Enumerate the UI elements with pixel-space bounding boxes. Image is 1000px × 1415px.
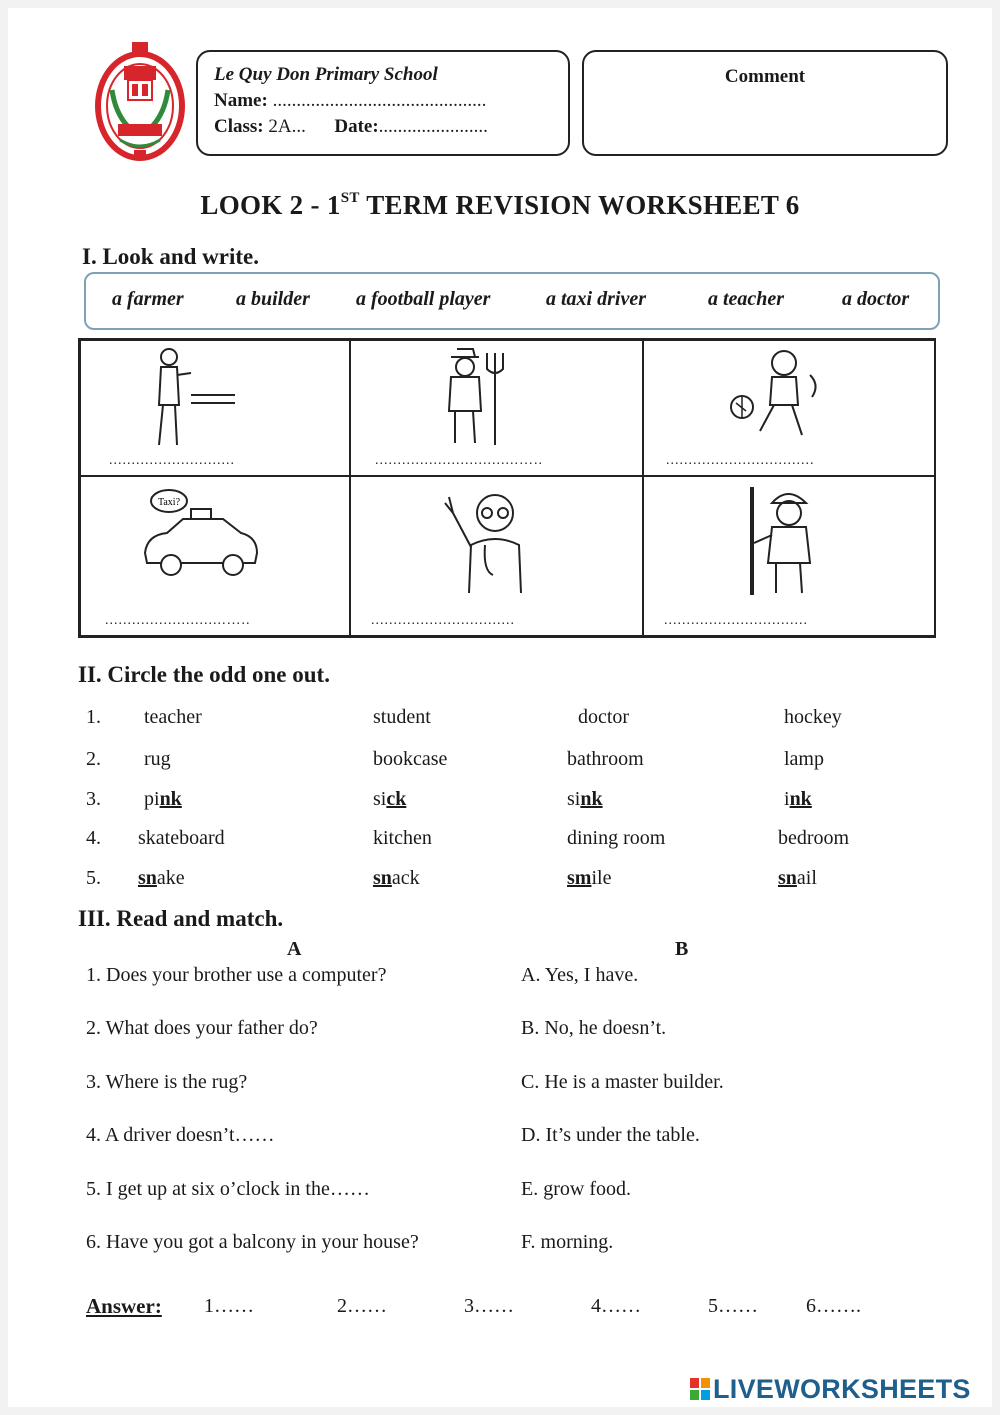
taxi-bubble-text: Taxi? bbox=[157, 497, 181, 508]
odd-word-option[interactable] bbox=[138, 867, 185, 890]
answer-blank[interactable]: ............................ bbox=[109, 453, 235, 468]
picture-cell-farmer bbox=[350, 340, 643, 476]
question-item: 2. What does your father do? bbox=[86, 1017, 318, 1039]
answer-item: B. No, he doesn’t. bbox=[521, 1017, 667, 1039]
word-part: lamp bbox=[784, 748, 824, 770]
odd-row-number: 5. bbox=[86, 867, 101, 889]
answer-slot[interactable]: 4…… bbox=[591, 1295, 641, 1317]
word-part: si bbox=[567, 788, 581, 810]
word-part: teacher bbox=[144, 706, 202, 728]
word-part: doctor bbox=[578, 706, 630, 728]
answer-slot[interactable]: 6……. bbox=[806, 1295, 861, 1317]
answer-blank[interactable]: ................................ bbox=[664, 613, 808, 628]
teacher-picture bbox=[151, 345, 241, 449]
question-item: 1. Does your brother use a computer? bbox=[86, 964, 387, 986]
underlined-sound: sn bbox=[138, 867, 157, 889]
odd-row-number: 2. bbox=[86, 748, 101, 770]
word-part: bedroom bbox=[778, 827, 850, 849]
answer-blank[interactable]: ................................ bbox=[371, 613, 515, 628]
section-2-heading: II. Circle the odd one out. bbox=[78, 662, 330, 687]
section-3-heading: III. Read and match. bbox=[78, 906, 284, 931]
brand-text: LIVEWORKSHEETS bbox=[713, 1373, 971, 1404]
word-part: si bbox=[373, 788, 387, 810]
answer-item: D. It’s under the table. bbox=[521, 1124, 700, 1146]
question-item: 6. Have you got a balcony in your house? bbox=[86, 1231, 419, 1253]
liveworksheets-logo-icon bbox=[690, 1378, 710, 1400]
picture-grid bbox=[78, 338, 936, 638]
date-blank[interactable]: ....................... bbox=[378, 116, 488, 137]
odd-row-number: 1. bbox=[86, 706, 101, 728]
word-bank-item: a farmer bbox=[112, 288, 184, 310]
picture-cell-teacher bbox=[80, 340, 350, 476]
question-item: 5. I get up at six o’clock in the…… bbox=[86, 1178, 370, 1200]
odd-word-option[interactable] bbox=[373, 867, 420, 890]
comment-label: Comment bbox=[724, 66, 806, 87]
liveworksheets-brand bbox=[690, 1372, 971, 1406]
odd-word-option[interactable] bbox=[567, 867, 611, 890]
comment-box bbox=[582, 50, 948, 156]
picture-cell-builder bbox=[643, 476, 936, 636]
word-part: ail bbox=[796, 867, 817, 889]
word-part: ake bbox=[156, 867, 185, 889]
word-part: dining room bbox=[567, 827, 666, 849]
odd-word-option[interactable] bbox=[373, 827, 432, 850]
class-date-line bbox=[214, 114, 552, 140]
answer-item: F. morning. bbox=[521, 1231, 614, 1253]
answer-blank[interactable]: ................................….. bbox=[375, 453, 543, 468]
question-item: 4. A driver doesn’t…… bbox=[86, 1124, 275, 1146]
answer-slot[interactable]: 5…… bbox=[708, 1295, 758, 1317]
answer-label: Answer: bbox=[86, 1294, 162, 1318]
word-bank-item: a taxi driver bbox=[546, 288, 646, 310]
odd-word-option[interactable] bbox=[778, 827, 849, 850]
title-sup: ST bbox=[340, 190, 360, 206]
odd-word-option[interactable] bbox=[144, 706, 202, 729]
student-info-box bbox=[196, 50, 570, 156]
odd-word-option[interactable] bbox=[578, 706, 629, 729]
answer-slot[interactable]: 1…… bbox=[204, 1295, 254, 1317]
word-bank-item: a doctor bbox=[842, 288, 910, 310]
word-part: hockey bbox=[784, 706, 842, 728]
answer-slot[interactable]: 2…… bbox=[337, 1295, 387, 1317]
answer-item: E. grow food. bbox=[521, 1178, 631, 1200]
odd-word-option[interactable] bbox=[373, 706, 431, 729]
odd-word-option[interactable] bbox=[567, 827, 665, 850]
word-part: bookcase bbox=[373, 748, 448, 770]
underlined-sound: nk bbox=[159, 788, 182, 810]
class-label: Class: bbox=[214, 116, 264, 137]
word-bank-item: a football player bbox=[356, 288, 491, 310]
answer-item: A. Yes, I have. bbox=[521, 964, 639, 986]
builder-picture bbox=[740, 483, 830, 601]
odd-word-option[interactable] bbox=[567, 748, 644, 771]
word-part: ile bbox=[591, 867, 612, 889]
word-part: student bbox=[373, 706, 431, 728]
odd-word-option[interactable] bbox=[144, 788, 182, 811]
underlined-sound: sn bbox=[778, 867, 797, 889]
odd-word-option[interactable] bbox=[784, 706, 842, 729]
name-label: Name: bbox=[214, 90, 268, 111]
answer-blank[interactable]: ................................. bbox=[666, 453, 815, 468]
odd-row-number: 4. bbox=[86, 827, 101, 849]
picture-cell-doctor bbox=[350, 476, 643, 636]
taxi-driver-picture bbox=[139, 483, 263, 587]
underlined-sound: ck bbox=[386, 788, 407, 810]
farmer-picture bbox=[437, 345, 517, 449]
answer-blank[interactable]: ...........................….. bbox=[105, 613, 251, 628]
underlined-sound: nk bbox=[580, 788, 603, 810]
word-part: ack bbox=[391, 867, 420, 889]
odd-row-number: 3. bbox=[86, 788, 101, 810]
underlined-sound: sn bbox=[373, 867, 392, 889]
date-label: Date: bbox=[334, 116, 379, 137]
column-a-heading: A bbox=[287, 938, 302, 960]
word-part: rug bbox=[144, 748, 171, 770]
page-title bbox=[0, 190, 1000, 221]
title-after: TERM REVISION WORKSHEET 6 bbox=[359, 190, 800, 220]
underlined-sound: nk bbox=[789, 788, 812, 810]
word-bank-item: a builder bbox=[236, 288, 310, 310]
column-b-heading: B bbox=[675, 938, 689, 960]
name-blank[interactable]: ............................................. bbox=[272, 90, 487, 111]
title-before: LOOK 2 - 1 bbox=[200, 190, 341, 220]
word-part: pi bbox=[144, 788, 160, 810]
odd-word-option[interactable] bbox=[778, 867, 817, 890]
name-line bbox=[214, 88, 552, 114]
odd-word-option[interactable] bbox=[784, 748, 824, 771]
odd-word-option[interactable] bbox=[144, 748, 171, 771]
underlined-sound: sm bbox=[567, 867, 592, 889]
picture-cell-football-player bbox=[643, 340, 936, 476]
odd-word-option[interactable] bbox=[373, 748, 447, 771]
school-logo bbox=[94, 40, 186, 162]
word-part: bathroom bbox=[567, 748, 644, 770]
word-part: skateboard bbox=[138, 827, 225, 849]
answer-slot[interactable]: 3…… bbox=[464, 1295, 514, 1317]
odd-word-option[interactable] bbox=[373, 788, 406, 811]
class-value: 2A... bbox=[268, 116, 306, 137]
odd-word-option[interactable] bbox=[138, 827, 225, 850]
section-1-heading: I. Look and write. bbox=[82, 244, 259, 269]
picture-cell-taxi-driver bbox=[80, 476, 350, 636]
answer-item: C. He is a master builder. bbox=[521, 1071, 724, 1093]
doctor-picture bbox=[435, 483, 545, 595]
school-name: Le Quy Don Primary School bbox=[214, 64, 438, 85]
word-part: i bbox=[784, 788, 790, 810]
question-item: 3. Where is the rug? bbox=[86, 1071, 248, 1093]
word-part: kitchen bbox=[373, 827, 432, 849]
word-bank bbox=[84, 272, 940, 330]
football-player-picture bbox=[720, 345, 830, 445]
word-bank-item: a teacher bbox=[708, 288, 785, 310]
odd-word-option[interactable] bbox=[784, 788, 812, 811]
odd-word-option[interactable] bbox=[567, 788, 603, 811]
